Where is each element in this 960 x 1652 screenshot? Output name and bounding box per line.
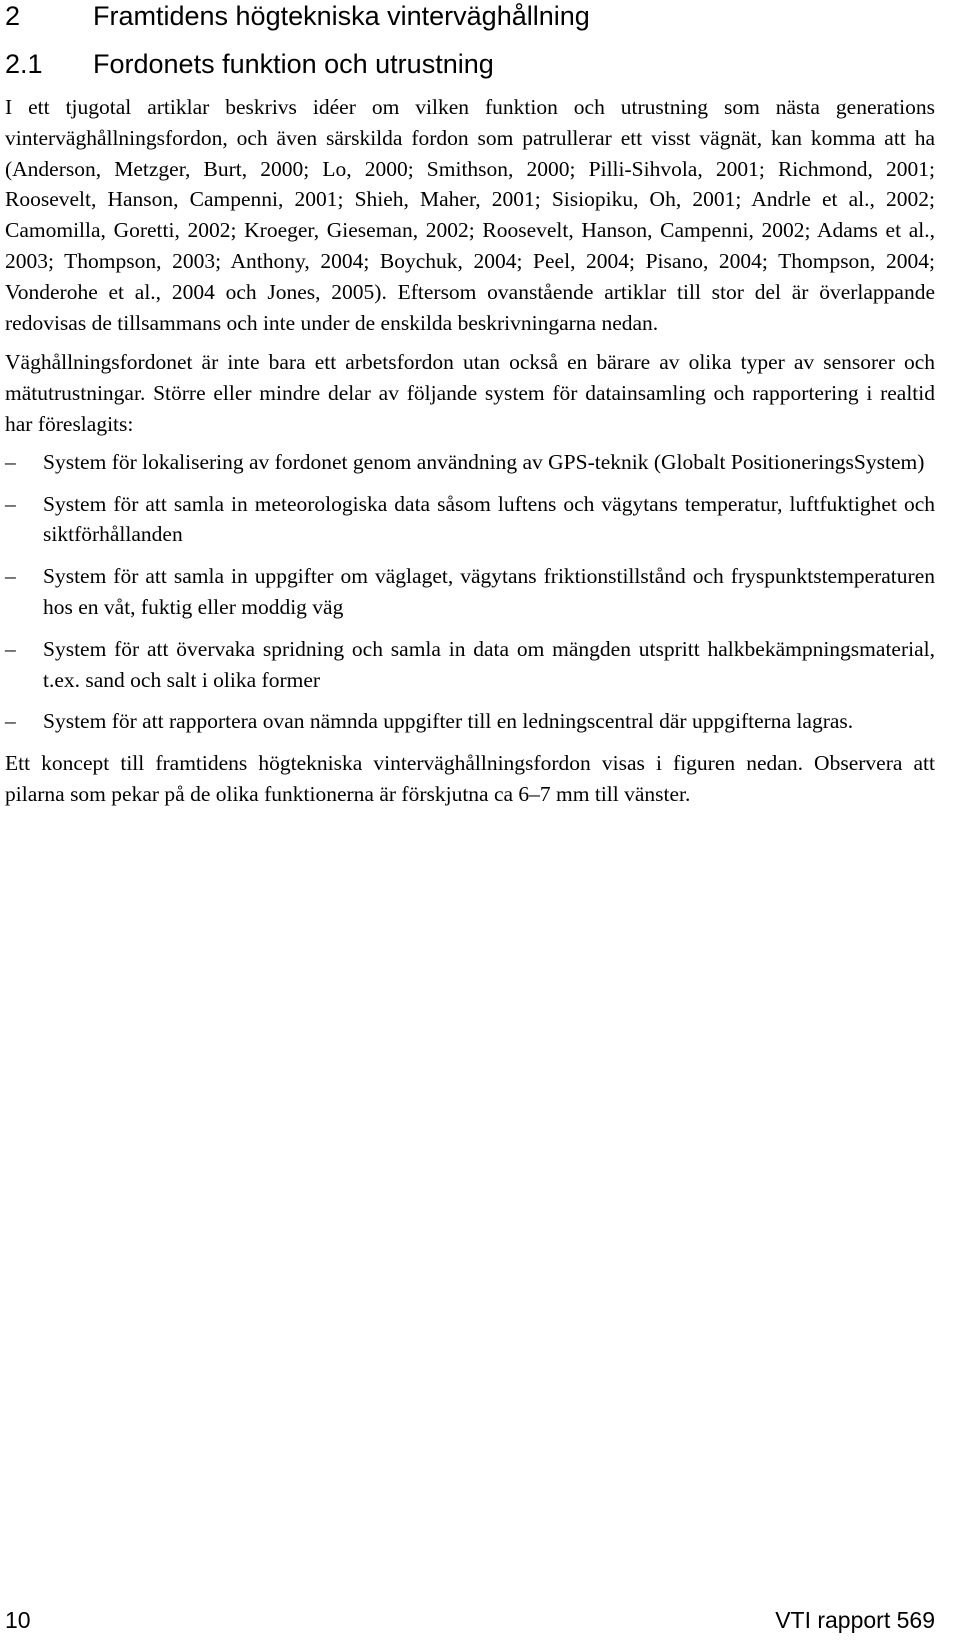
- bullet-dash: –: [5, 449, 16, 474]
- paragraph-intro: I ett tjugotal artiklar beskrivs idéer om vilken funktion och utrustning som nästa generations vinterväghållningsfordon, och även särskilda fordon som patrullerar ett visst vägnät, kan komma att ha (Anderson, Metzger, Burt, 2000; Lo, 2000; Smithson, 2000; Pilli-Sihvola, 2001; Richmond, 2001; Roosevelt, Hanson, Campenni, 2001; Shieh, Maher, 2001; Sisiopiku, Oh, 2001; Andrle et al., 2002; Camomilla, Goretti, 2002; Kroeger, Gieseman, 2002; Roosevelt, Hanson, Campenni, 2002; Adams et al., 2003; Thompson, 2003; Anthony, 2004; Boychuk, 2004; Peel, 2004; Pisano, 2004; Thompson, 2004; Vonderohe et al., 2004 och Jones, 2005). Eftersom ovanstående artiklar till stor del är överlappande redovisas de tillsammans och inte under de enskilda beskrivningarna nedan.: [5, 95, 935, 335]
- list-item: [5, 634, 935, 696]
- list-item: [5, 447, 935, 478]
- list-item: [5, 561, 935, 623]
- list-item: [5, 706, 935, 737]
- list-item-text: System för att samla in meteorologiska data såsom luftens och vägytans temperatur, luftfuktighet och siktförhållanden: [43, 491, 935, 547]
- bullet-dash: –: [5, 709, 16, 734]
- chapter-number: 2: [5, 1, 21, 31]
- chapter-title: Framtidens högtekniska vinterväghållning: [93, 1, 590, 31]
- report-name: VTI rapport 569: [775, 1607, 935, 1633]
- list-item-text: System för att rapportera ovan nämnda uppgifter till en ledningscentral där uppgifterna lagras.: [43, 709, 854, 734]
- system-list: [5, 447, 935, 737]
- section-number: 2.1: [5, 49, 43, 79]
- list-item-text: System för att samla in uppgifter om väglaget, vägytans friktionstillstånd och fryspunktstemperaturen hos en våt, fuktig eller moddig väg: [43, 564, 935, 619]
- chapter-heading: [5, 0, 935, 32]
- list-item-text: System för att övervaka spridning och samla in data om mängden utspritt halkbekämpningsmaterial, t.ex. sand och salt i olika former: [43, 636, 935, 692]
- paragraph-systems: Väghållningsfordonet är inte bara ett arbetsfordon utan också en bärare av olika typer av sensorer och mätutrustningar. Större eller mindre delar av följande system för datainsamling och rapportering i realtid har föreslagits:: [5, 350, 935, 436]
- bullet-dash: –: [5, 636, 16, 661]
- bullet-dash: –: [5, 491, 16, 516]
- paragraph-concept: Ett koncept till framtidens högtekniska vinterväghållningsfordon visas i figuren nedan. Observera att pilarna som pekar på de olika funktionerna är förskjutna ca 6–7 mm till vänster.: [5, 751, 935, 806]
- page-number: 10: [5, 1607, 31, 1633]
- section-title: Fordonets funktion och utrustning: [93, 49, 494, 79]
- list-item: [5, 489, 935, 551]
- list-item-text: System för lokalisering av fordonet genom användning av GPS-teknik (Globalt PositioneringsSystem): [43, 449, 925, 474]
- bullet-dash: –: [5, 564, 16, 589]
- page-content: [5, 0, 935, 810]
- section-heading: [5, 48, 935, 80]
